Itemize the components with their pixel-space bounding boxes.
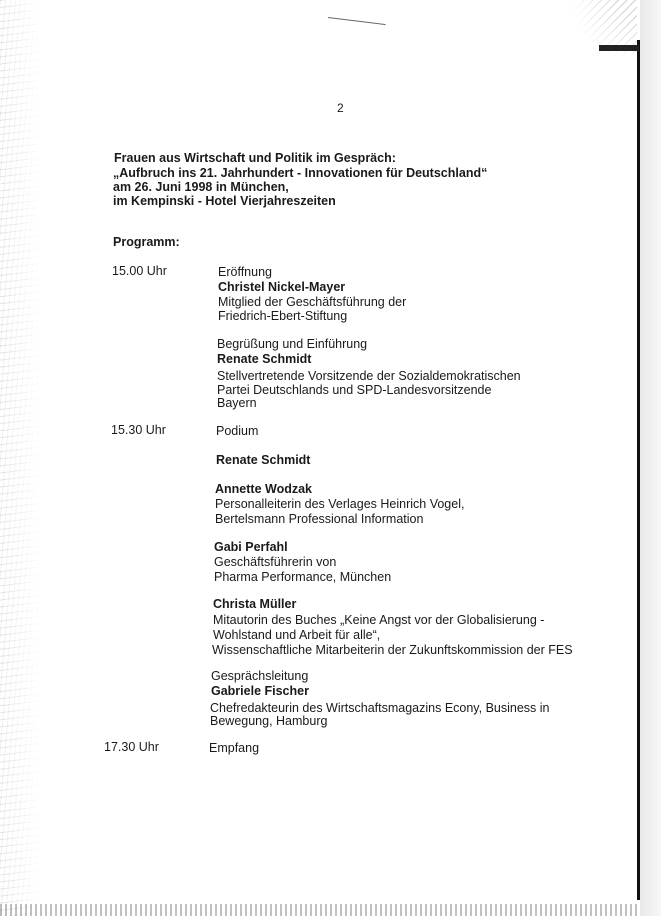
program-label: Programm: [113, 235, 180, 249]
panel-4-role-1: Mitautorin des Buches „Keine Angst vor der Globalisierung - [213, 613, 545, 627]
time-1500: 15.00 Uhr [112, 264, 167, 278]
scan-noise-bottom [0, 904, 640, 916]
header-line-1: Frauen aus Wirtschaft und Politik im Gespräch: [114, 151, 396, 165]
panel-3-role-1: Geschäftsführerin von [214, 555, 337, 569]
header-line-2: „Aufbruch ins 21. Jahrhundert - Innovationen für Deutschland“ [113, 166, 488, 180]
moderation-name: Gabriele Fischer [211, 684, 309, 698]
welcome-speaker-name: Renate Schmidt [217, 352, 312, 366]
opening-role-1: Mitglied der Geschäftsführung der [218, 295, 407, 309]
panel-4-role-2: Wohlstand und Arbeit für alle“, [213, 628, 381, 642]
opening-title: Eröffnung [218, 265, 272, 279]
scan-shadow-left [0, 0, 42, 916]
header-line-4: im Kempinski - Hotel Vierjahreszeiten [113, 194, 336, 208]
moderation-role-2: Bewegung, Hamburg [210, 714, 328, 728]
time-1730: 17.30 Uhr [104, 740, 159, 754]
scan-stroke [328, 17, 386, 25]
scan-margin-right [640, 0, 661, 916]
moderation-label: Gesprächsleitung [211, 669, 309, 683]
moderation-role-1: Chefredakteurin des Wirtschaftsmagazins Econy, Business in [210, 701, 550, 715]
panel-2-name: Annette Wodzak [215, 482, 312, 496]
page-number: 2 [337, 101, 344, 115]
welcome-role-1: Stellvertretende Vorsitzende der Sozialdemokratischen [217, 369, 521, 383]
panel-3-name: Gabi Perfahl [214, 540, 288, 554]
time-1530: 15.30 Uhr [111, 423, 166, 437]
panel-4-role-3: Wissenschaftliche Mitarbeiterin der Zukunftskommission der FES [212, 643, 573, 657]
scan-mark-top-right [599, 45, 639, 51]
podium-label: Podium [216, 424, 259, 438]
welcome-role-3: Bayern [217, 396, 257, 410]
panel-2-role-2: Bertelsmann Professional Information [215, 512, 424, 526]
opening-speaker-name: Christel Nickel-Mayer [218, 280, 346, 294]
header-line-3: am 26. Juni 1998 in München, [113, 180, 289, 194]
welcome-role-2: Partei Deutschlands und SPD-Landesvorsitzende [217, 383, 492, 397]
panel-4-name: Christa Müller [213, 597, 297, 611]
opening-role-2: Friedrich-Ebert-Stiftung [218, 309, 348, 323]
welcome-title: Begrüßung und Einführung [217, 337, 368, 351]
panel-3-role-2: Pharma Performance, München [214, 570, 392, 584]
scan-edge-line [637, 40, 640, 900]
panel-2-role-1: Personalleiterin des Verlages Heinrich Vogel, [215, 497, 465, 511]
reception-label: Empfang [209, 741, 260, 755]
panel-1-name: Renate Schmidt [216, 453, 311, 467]
